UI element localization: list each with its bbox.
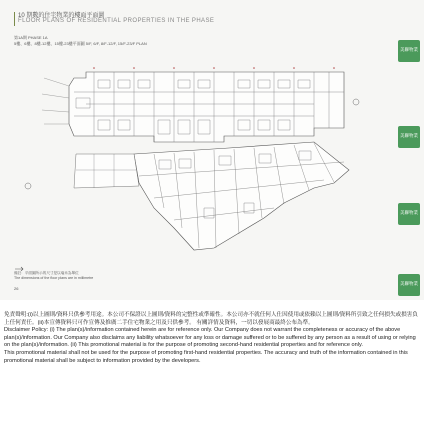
lower-wing	[134, 142, 349, 250]
disclaimer-chinese: 免責聲明:(i)以上圖則/資料只供參考用途。本公司不保證以上圖則/資料的完整性或準確性。本公司亦不就任何人仕因使用或依賴以上圖則/資料所引致之任何損失或損害負上任何責任。(ii)本宣傳資料只可作宣傳及推廣二手住宅物業之用及只供參考。 有關詳情及資料，一切以發展商最終公布為準。	[4, 312, 418, 326]
header-accent-line	[14, 12, 15, 26]
left-annex	[74, 154, 139, 188]
watermark-text: 美聯物業	[400, 133, 418, 138]
dimension-note-english: The dimensions of the floor plans are in millimetre	[14, 276, 94, 280]
disclaimer-english: Disclaimer Policy: (i) The plan(s)/information contained herein are for reference only. Our Company does not warrant the completeness or accuracy of the above plan(s)/information. Our Company also disclaims any liability whatsoever for any loss or damage suffered or to be suffered by any person as a result of using or relying on the plan(s)/information. (ii) This promotional material is for the purpose of promoting second-hand residential properties and for reference only.	[4, 327, 416, 349]
page-number: 26	[14, 286, 19, 291]
dimension-note-chinese: 備註：平面圖所示的尺寸是以毫米為單位	[14, 271, 79, 275]
watermark-logo	[398, 274, 420, 296]
floor-plan-subtitle: 5樓、6樓、8樓-12樓、15樓-23樓平面圖 5/F, 6/F, 8/F-12/F, 15/F-23/F PLAN	[14, 41, 147, 46]
phase-label: 第1A期 PHASE 1A	[14, 35, 48, 40]
watermark-logo	[398, 40, 420, 62]
watermark-text: 美聯物業	[400, 281, 418, 286]
north-arrow-icon	[14, 264, 24, 271]
disclaimer-english-continued: This promotional material shall not be used for the purpose of promoting first-hand residential properties. The accuracy and truth of the information contained in this promotional material shall be subject to information provided by the developers.	[4, 349, 408, 364]
floor-plan-drawing	[14, 58, 364, 258]
section-title-english: FLOOR PLANS OF RESIDENTIAL PROPERTIES IN THE PHASE	[18, 18, 215, 24]
watermark-logo	[398, 126, 420, 148]
section-title-chinese: 10 期數的住宅物業的樓面平面圖	[18, 13, 105, 19]
watermark-text: 美聯物業	[400, 47, 418, 52]
upper-dimension-dots	[93, 67, 335, 69]
watermark-logo	[398, 203, 420, 225]
disclaimer	[4, 312, 420, 365]
upper-wing	[42, 72, 344, 142]
watermark-text: 美聯物業	[400, 210, 418, 215]
